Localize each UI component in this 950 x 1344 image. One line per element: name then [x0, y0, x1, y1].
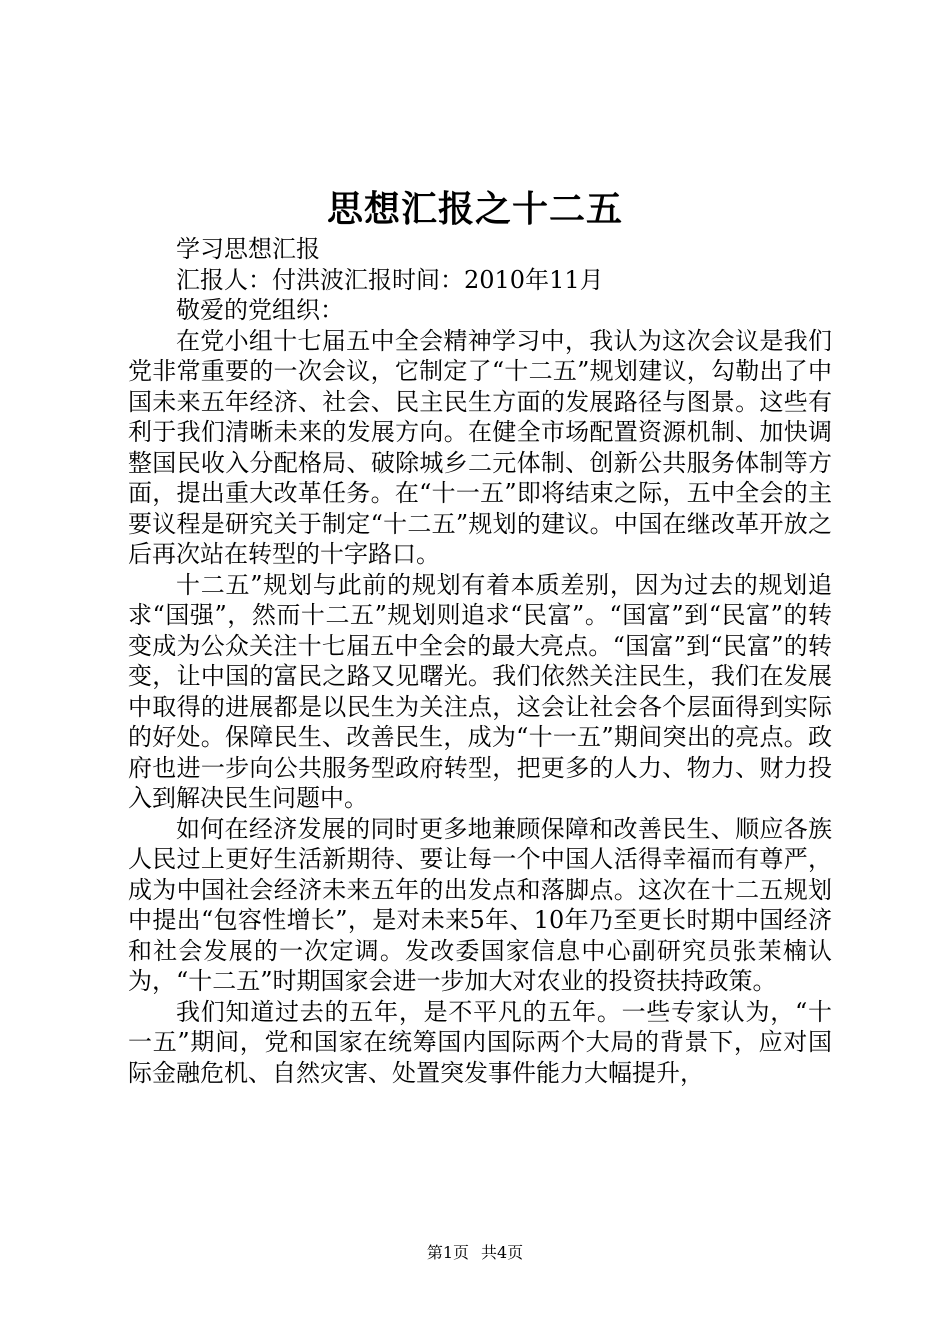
- paragraph: 在党小组十七届五中全会精神学习中，我认为这次会议是我们党非常重要的一次会议，它制定了“十二五”规划建议，勾勒出了中国未来五年经济、社会、民主民生方面的发展路径与图景。这些有利于我们清晰未来的发展方向。在健全市场配置资源机制、加快调整国民收入分配格局、破除城乡二元体制、创新公共服务体制等方面，提出重大改革任务。在“十一五”即将结束之际，五中全会的主要议程是研究关于制定“十二五”规划的建议。中国在继改革开放之后再次站在转型的十字路口。: [128, 326, 832, 568]
- salutation-line: 敬爱的党组织：: [176, 296, 344, 324]
- page-number: 第1页: [426, 1243, 469, 1262]
- reporter-line: 汇报人：付洪波汇报时间：2010年11月: [176, 265, 604, 294]
- subtitle-line: 学习思想汇报: [176, 235, 320, 263]
- page-total: 共4页: [481, 1243, 524, 1262]
- paragraph: 十二五”规划与此前的规划有着本质差别，因为过去的规划追求“国强”，然而十二五”规划则追求“民富”。“国富”到“民富”的转变成为公众关注十七届五中全会的最大亮点。“国富”到“民富”的转变，让中国的富民之路又见曙光。我们依然关注民生，我们在发展中取得的进展都是以民生为关注点，这会让社会各个层面得到实际的好处。保障民生、改善民生，成为“十一五”期间突出的亮点。政府也进一步向公共服务型政府转型，把更多的人力、物力、财力投入到解决民生问题中。: [128, 570, 832, 812]
- paragraph: 如何在经济发展的同时更多地兼顾保障和改善民生、顺应各族人民过上更好生活新期待、要让每一个中国人活得幸福而有尊严，成为中国社会经济未来五年的出发点和落脚点。这次在十二五规划中提出“包容性增长”，是对未来5年、10年乃至更长时期中国经济和社会发展的一次定调。发改委国家信息中心副研究员张茉楠认为，“十二五”时期国家会进一步加大对农业的投资扶持政策。: [128, 814, 832, 995]
- paragraph: 我们知道过去的五年，是不平凡的五年。一些专家认为，“十一五”期间，党和国家在统筹国内国际两个大局的背景下，应对国际金融危机、自然灾害、处置突发事件能力大幅提升，: [128, 997, 832, 1087]
- document-title: 思想汇报之十二五: [326, 188, 623, 230]
- page-footer: [0, 1243, 950, 1263]
- document-body: [128, 234, 832, 1088]
